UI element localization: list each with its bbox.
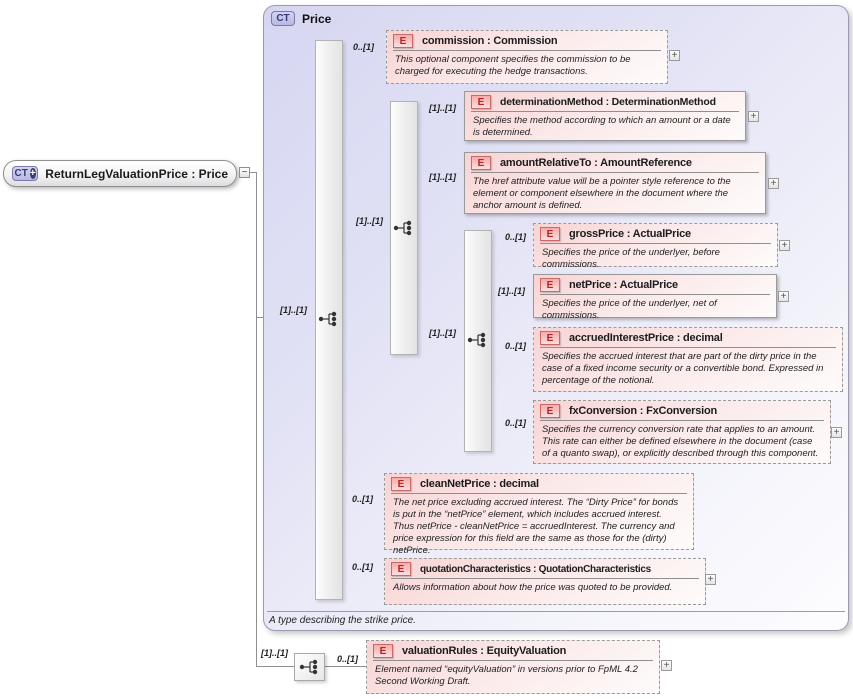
- cardinality-label: [1]..[1]: [429, 103, 456, 113]
- element-icon: E: [471, 95, 491, 109]
- expand-icon[interactable]: +: [831, 427, 842, 438]
- element-annotation: The href attribute value will be a pointer style reference to the element or component elsewhere in the document where the anchor amount is defined.: [473, 176, 731, 211]
- collapse-icon[interactable]: −: [239, 167, 250, 178]
- element-title: netPrice : ActualPrice: [569, 279, 678, 291]
- element-valuationrules[interactable]: [366, 640, 660, 694]
- cardinality-label: [1]..[1]: [356, 216, 383, 226]
- element-title: grossPrice : ActualPrice: [569, 228, 691, 240]
- element-grossprice[interactable]: [533, 223, 778, 270]
- element-title: accruedInterestPrice : decimal: [569, 332, 723, 344]
- element-annotation: Allows information about how the price was quoted to be provided.: [393, 582, 673, 593]
- element-annotation: Element named “equityValuation” in versions prior to FpML 4.2 Second Working Draft.: [375, 664, 638, 687]
- sequence-icon: [393, 219, 415, 237]
- connector-line: [325, 666, 366, 667]
- cardinality-label: 0..[1]: [353, 42, 375, 52]
- element-annotation: The net price excluding accrued interest. The “Dirty Price” for bonds is put in the “netPrice” element, which includes accrued interest. Thus netPrice - cleanNetPrice = accruedInterest. The currency and price expression for this field are the same as those for the (dirty) netPrice.: [393, 497, 679, 556]
- cardinality-label: [1]..[1]: [429, 328, 456, 338]
- cardinality-label: 0..[1]: [505, 232, 527, 242]
- cardinality-label: 0..[1]: [352, 494, 374, 504]
- root-element-label: ReturnLegValuationPrice : Price: [45, 166, 228, 181]
- sequence-group-box: [294, 653, 325, 681]
- expand-icon[interactable]: +: [748, 111, 759, 122]
- element-title: valuationRules : EquityValuation: [402, 645, 567, 657]
- element-title: fxConversion : FxConversion: [569, 405, 718, 417]
- element-icon: E: [393, 34, 413, 48]
- element-icon: E: [373, 644, 393, 658]
- cardinality-label: 0..[1]: [505, 341, 527, 351]
- cardinality-label: [1]..[1]: [429, 172, 456, 182]
- connector-line: [256, 666, 294, 667]
- element-annotation: This optional component specifies the commission to be charged for executing the hedge transactions.: [395, 54, 631, 77]
- element-icon: E: [540, 278, 560, 292]
- expand-icon[interactable]: +: [768, 178, 779, 189]
- element-amountrelativeto[interactable]: [464, 152, 766, 214]
- element-title: commission : Commission: [422, 35, 558, 47]
- element-icon: E: [540, 331, 560, 345]
- cardinality-label: 0..[1]: [352, 562, 374, 572]
- cardinality-label: [1]..[1]: [280, 305, 307, 315]
- element-title: cleanNetPrice : decimal: [420, 478, 539, 490]
- element-accruedinterestprice[interactable]: [533, 327, 843, 392]
- element-quotationcharacteristics[interactable]: [384, 558, 706, 605]
- element-annotation: Specifies the currency conversion rate that applies to an amount. This rate can either be defined elsewhere in the document (case of a quanto swap), or explicitly described through this component.: [542, 424, 819, 459]
- cardinality-label: [1]..[1]: [261, 648, 288, 658]
- complex-type-title: Price: [302, 11, 332, 26]
- element-title: quotationCharacteristics : QuotationCharacteristics: [420, 563, 651, 575]
- element-icon: E: [540, 404, 560, 418]
- element-annotation: Specifies the accrued interest that are part of the dirty price in the case of a fixed income security or a convertible bond. Expressed in percentage of the notional.: [542, 351, 824, 386]
- root-element-returnlegvaluationprice[interactable]: [3, 160, 237, 187]
- connector-line: [256, 172, 257, 667]
- divider: [267, 611, 845, 612]
- plus-circle-icon: +: [29, 168, 36, 179]
- type-annotation: A type describing the strike price.: [269, 615, 416, 626]
- element-icon: E: [391, 477, 411, 491]
- expand-icon[interactable]: +: [779, 240, 790, 251]
- cardinality-label: 0..[1]: [337, 654, 359, 664]
- element-netprice[interactable]: [533, 274, 777, 321]
- sequence-icon: [299, 658, 321, 676]
- element-cleannetprice[interactable]: [384, 473, 694, 556]
- expand-icon[interactable]: +: [705, 574, 716, 585]
- complex-type-icon: CT: [271, 11, 295, 26]
- complex-type-plus-icon: CT +: [12, 166, 38, 181]
- element-icon: E: [540, 227, 560, 241]
- sequence-icon: [467, 331, 489, 349]
- expand-icon[interactable]: +: [778, 291, 789, 302]
- cardinality-label: 0..[1]: [505, 418, 527, 428]
- element-annotation: Specifies the price of the underlyer, before commissions.: [542, 247, 720, 270]
- sequence-icon: [318, 310, 340, 328]
- element-title: determinationMethod : DeterminationMethod: [500, 96, 716, 108]
- element-commission[interactable]: [386, 30, 668, 84]
- element-icon: E: [471, 156, 491, 170]
- expand-icon[interactable]: +: [669, 50, 680, 61]
- element-icon: E: [391, 562, 411, 576]
- element-annotation: Specifies the method according to which an amount or a date is determined.: [473, 115, 731, 138]
- element-title: amountRelativeTo : AmountReference: [500, 157, 692, 169]
- element-fxconversion[interactable]: [533, 400, 831, 464]
- element-determinationmethod[interactable]: [464, 91, 746, 141]
- element-annotation: Specifies the price of the underlyer, net of commissions.: [542, 298, 717, 321]
- expand-icon[interactable]: +: [661, 660, 672, 671]
- cardinality-label: [1]..[1]: [498, 286, 525, 296]
